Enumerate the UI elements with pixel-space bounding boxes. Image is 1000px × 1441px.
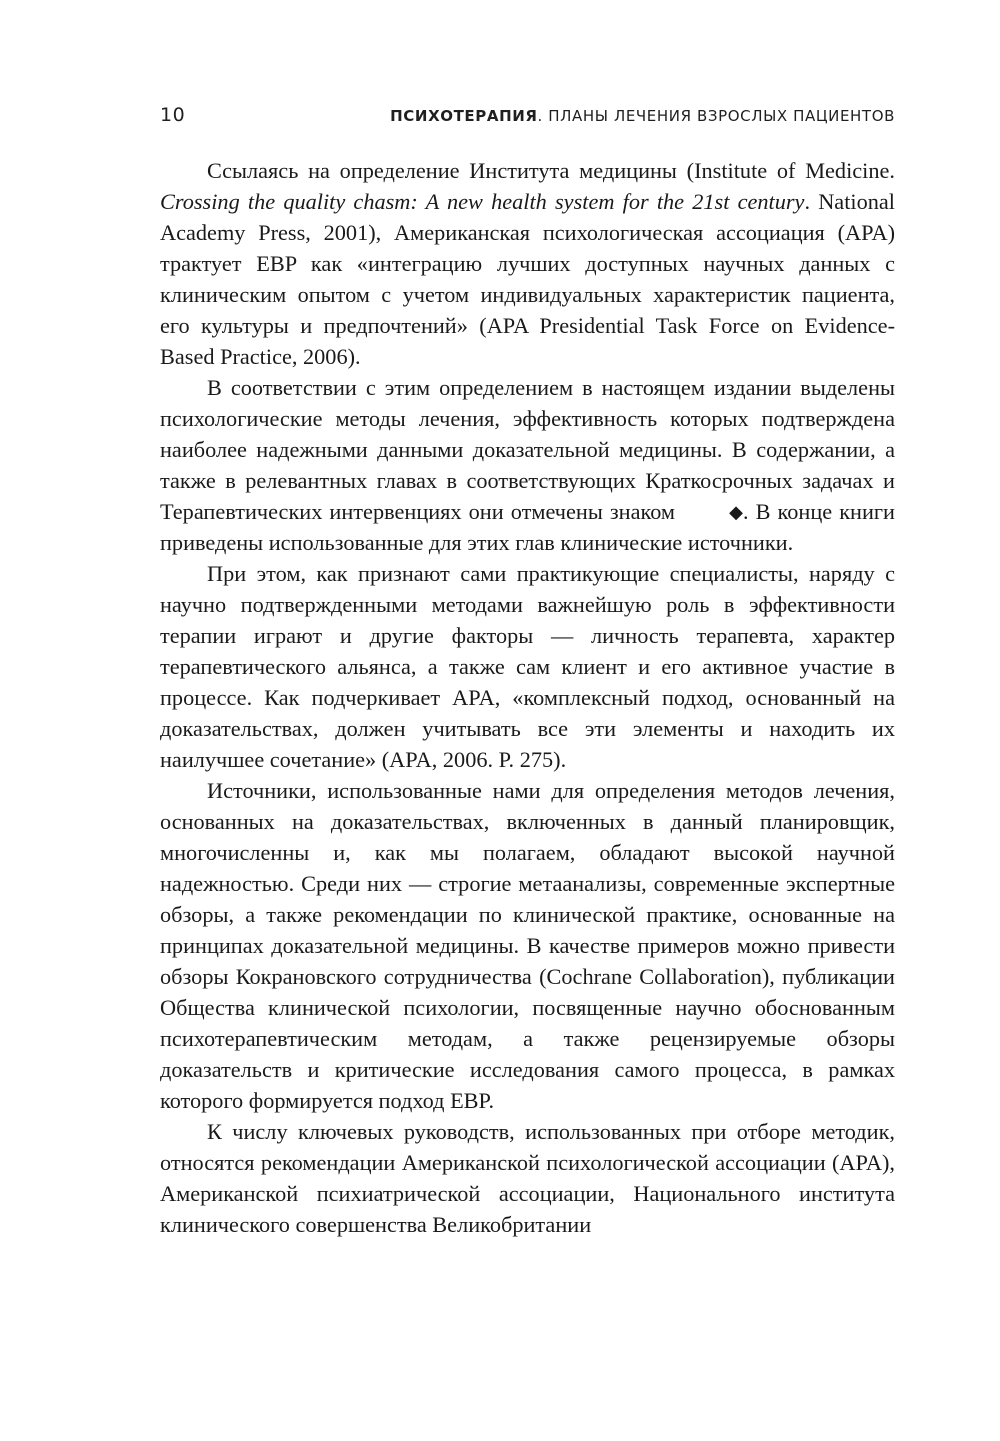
running-title [390, 107, 895, 125]
running-title-rest: . ПЛАНЫ ЛЕЧЕНИЯ ВЗРОСЛЫХ ПАЦИЕНТОВ [537, 107, 895, 125]
paragraph-1-text-b: . National Academy Press, 2001), Американская психологическая ассоциация (APA) трактует EBP как «интеграцию лучших доступных научных данных с клиническим опытом с учетом индивидуальных характеристик пациента, его культуры и предпочтений» (APA Presidential Task Force on Evidence-Based Practice, 2006). [160, 189, 895, 369]
paragraph-5: К числу ключевых руководств, использованных при отборе методик, относятся рекомендации Американской психологической ассоциации (APA), Американской психиатрической ассоциации, Национального института клинического совершенства Великобритании [160, 1119, 895, 1237]
paragraph-2-text-b: . В конце книги приведены использованные для этих глав клинические источники. [160, 499, 895, 555]
paragraph-2 [160, 372, 895, 558]
paragraph-3: При этом, как признают сами практикующие специалисты, наряду с научно подтвержденными методами важнейшую роль в эффективности терапии играют и другие факторы — личность терапевта, характер терапевтического альянса, а также сам клиент и его активное участие в процессе. Как подчеркивает APA, «комплексный подход, основанный на доказательствах, должен учитывать все эти элементы и находить их наилучшее сочетание» (APA, 2006. P. 275). [160, 561, 895, 772]
paragraph-2-text-a: В соответствии с этим определением в настоящем издании выделены психологические методы лечения, эффективность которых подтверждена наиболее надежными данными доказательной медицины. В содержании, а также в релевантных главах в соответствующих Краткосрочных задачах и Терапевтических интервенциях они отмечены знаком [160, 375, 895, 524]
page-number: 10 [160, 104, 186, 126]
body-text [160, 155, 895, 1240]
paragraph-1 [160, 155, 895, 372]
paragraph-4: Источники, использованные нами для определения методов лечения, основанных на доказательствах, включенных в данный планировщик, многочисленны и, как мы полагаем, обладают высокой научной надежностью. Среди них — строгие метаанализы, современные экспертные обзоры, а также рекомендации по клинической практике, основанные на принципах доказательной медицины. В качестве примеров можно привести обзоры Кокрановского сотрудничества (Cochrane Collaboration), публикации Общества клинической психологии, посвященные научно обоснованным психотерапевтическим методам, а также рецензируемые обзоры доказательств и критические исследования самого процесса, в рамках которого формируется подход EBP. [160, 778, 895, 1113]
running-header [160, 104, 895, 134]
running-title-bold: ПСИХОТЕРАПИЯ [390, 107, 538, 125]
paragraph-1-text-a: Ссылаясь на определение Института медицины (Institute of Medicine. [207, 158, 895, 183]
diamond-icon: ◆ [729, 502, 743, 522]
paragraph-1-italic-title: Crossing the quality chasm: A new health system for the 21st century [160, 189, 805, 214]
